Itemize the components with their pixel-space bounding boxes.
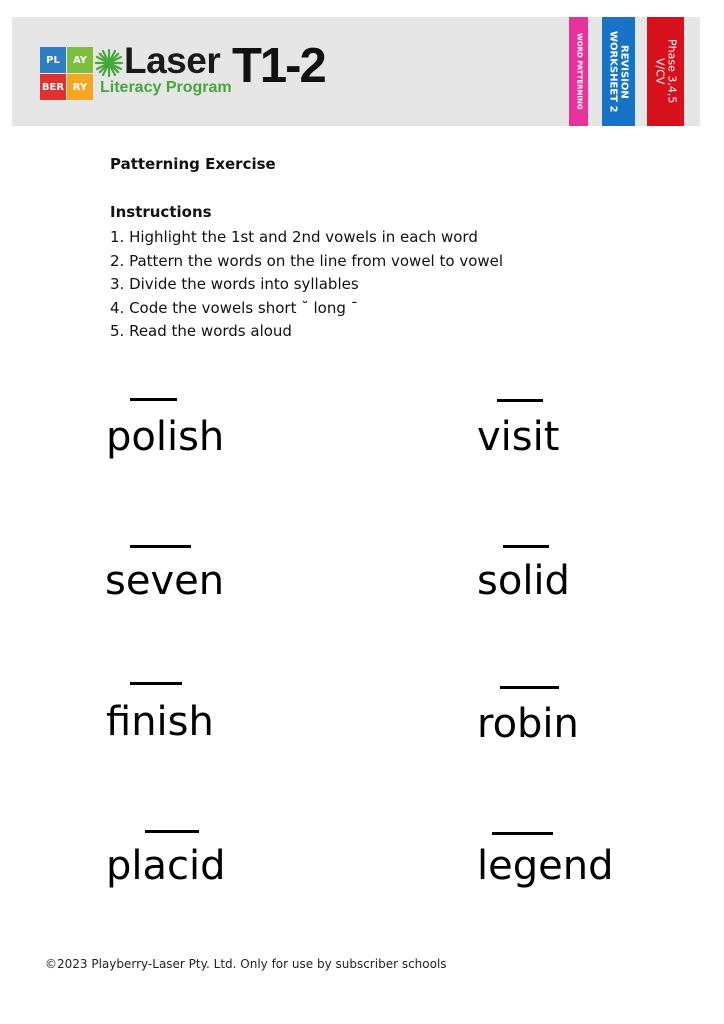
instruction-item: 5. Read the words aloud bbox=[110, 322, 292, 340]
copyright-footer: ©2023 Playberry-Laser Pty. Ltd. Only for use by subscriber schools bbox=[45, 957, 447, 971]
puzzle-logo-icon bbox=[40, 47, 93, 100]
word-legend: legend bbox=[477, 843, 614, 889]
instruction-item: 1. Highlight the 1st and 2nd vowels in each word bbox=[110, 228, 478, 246]
word-visit: visit bbox=[477, 414, 560, 460]
instruction-item: 4. Code the vowels short ˘ long ¯ bbox=[110, 298, 359, 317]
puzzle-piece: PL bbox=[40, 47, 66, 73]
tab-label: WORD PATTERNING bbox=[575, 33, 584, 110]
laser-burst-icon bbox=[94, 48, 124, 78]
word-finish: finish bbox=[106, 699, 214, 745]
pattern-line bbox=[130, 398, 177, 401]
word-solid: solid bbox=[477, 558, 570, 604]
puzzle-piece: RY bbox=[67, 74, 93, 100]
pattern-line bbox=[500, 686, 559, 689]
word-seven: seven bbox=[105, 558, 225, 604]
exercise-title: Patterning Exercise bbox=[110, 155, 276, 173]
tab-label: REVISION WORKSHEET 2 bbox=[607, 30, 630, 113]
puzzle-piece: BER bbox=[40, 74, 66, 100]
tab-revision-worksheet bbox=[602, 17, 635, 126]
word-robin: robin bbox=[477, 701, 579, 747]
pattern-line bbox=[497, 399, 543, 402]
tab-label: Phase 3,4,5 V/CV bbox=[653, 39, 679, 104]
playberry-laser-logo bbox=[40, 39, 340, 100]
logo-subtitle: Literacy Program bbox=[100, 79, 232, 96]
level-label: T1-2 bbox=[232, 39, 325, 93]
word-placid: placid bbox=[106, 843, 226, 889]
puzzle-piece: AY bbox=[67, 47, 93, 73]
pattern-line bbox=[130, 545, 191, 548]
word-polish: polish bbox=[106, 414, 225, 460]
instructions-heading: Instructions bbox=[110, 203, 212, 221]
pattern-line bbox=[503, 545, 549, 548]
pattern-line bbox=[492, 832, 553, 835]
instruction-item: 2. Pattern the words on the line from vowel to vowel bbox=[110, 251, 504, 270]
instruction-item: 3. Divide the words into syllables bbox=[110, 275, 359, 293]
pattern-line bbox=[130, 682, 182, 685]
tab-word-patterning bbox=[569, 17, 588, 126]
instructions-list bbox=[110, 226, 503, 344]
pattern-line bbox=[145, 830, 199, 833]
tab-phase bbox=[647, 17, 684, 126]
logo-brand-text: Laser bbox=[124, 40, 221, 81]
